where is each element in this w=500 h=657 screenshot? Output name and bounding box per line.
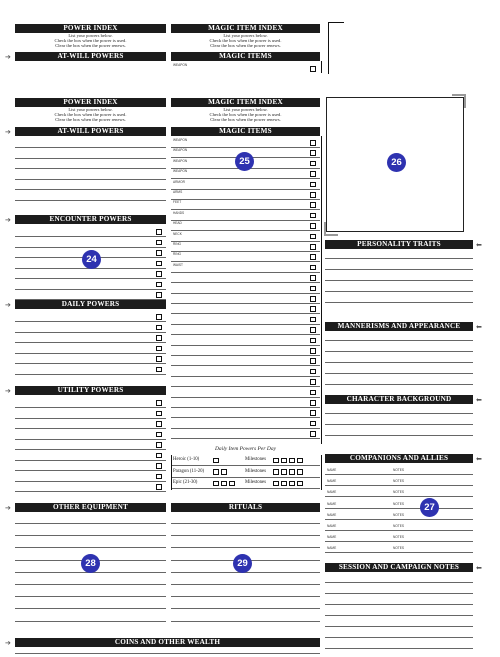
magic-item-line[interactable] bbox=[171, 428, 320, 429]
session-campaign-notes-header: SESSION AND CAMPAIGN NOTES bbox=[325, 563, 473, 572]
session-note-line[interactable] bbox=[325, 593, 473, 594]
companion-notes-label: NOTES bbox=[393, 535, 404, 540]
magic-item-checkbox[interactable] bbox=[310, 171, 316, 177]
power-used-checkbox[interactable] bbox=[156, 484, 162, 490]
top-magic-index-instructions-2: Check the box when the power is used. bbox=[209, 38, 282, 43]
top-power-index-header: POWER INDEX bbox=[15, 24, 166, 33]
companion-name-label: NAME bbox=[327, 524, 337, 528]
power-used-checkbox[interactable] bbox=[156, 453, 162, 459]
tier-use-checkbox[interactable] bbox=[229, 481, 235, 487]
utility-power-line[interactable] bbox=[15, 407, 166, 408]
power-used-checkbox[interactable] bbox=[156, 250, 162, 256]
power-used-checkbox[interactable] bbox=[156, 432, 162, 438]
magic-index-instructions-1: List your powers below. bbox=[223, 107, 268, 112]
magic-item-line[interactable] bbox=[171, 293, 320, 294]
magic-item-slot-label: WEAPON bbox=[173, 158, 188, 163]
companion-name-label: NAME bbox=[327, 490, 337, 495]
magic-item-checkbox[interactable] bbox=[310, 202, 316, 208]
mannerism-line[interactable] bbox=[325, 351, 473, 352]
companion-notes-label: NOTES bbox=[393, 490, 404, 495]
arrow-icon: ➔ bbox=[5, 216, 11, 224]
session-note-line[interactable] bbox=[325, 615, 473, 616]
magic-item-line[interactable] bbox=[171, 334, 320, 335]
tier-use-checkbox[interactable] bbox=[221, 469, 227, 475]
power-used-checkbox[interactable] bbox=[156, 282, 162, 288]
milestone-checkbox[interactable] bbox=[273, 481, 279, 487]
companion-line[interactable] bbox=[325, 508, 473, 509]
milestone-checkbox[interactable] bbox=[289, 458, 295, 464]
equipment-line[interactable] bbox=[15, 584, 166, 585]
power-used-checkbox[interactable] bbox=[156, 356, 162, 362]
ritual-line[interactable] bbox=[171, 535, 320, 536]
arrow-icon: ⬅ bbox=[476, 455, 482, 463]
magic-index-instructions-3: Clear the box when the power renews. bbox=[210, 117, 281, 122]
power-index-instructions-1: List your powers below. bbox=[68, 107, 113, 112]
magic-item-checkbox[interactable] bbox=[310, 265, 316, 271]
daily-item-powers-title: Daily Item Powers Per Day bbox=[214, 446, 277, 452]
background-line[interactable] bbox=[325, 435, 473, 436]
at-will-power-line[interactable] bbox=[15, 147, 166, 148]
session-note-line[interactable] bbox=[325, 582, 473, 583]
daily-power-line[interactable] bbox=[15, 353, 166, 354]
companion-line[interactable] bbox=[325, 485, 473, 486]
magic-item-checkbox[interactable] bbox=[310, 369, 316, 375]
session-note-line[interactable] bbox=[325, 637, 473, 638]
magic-item-slot-label: WEAPON bbox=[173, 169, 188, 174]
tier-box-right-border bbox=[321, 455, 322, 490]
top-item-checkbox[interactable] bbox=[310, 66, 316, 72]
magic-item-line[interactable] bbox=[171, 376, 320, 377]
utility-power-line[interactable] bbox=[15, 428, 166, 429]
ritual-line[interactable] bbox=[171, 596, 320, 597]
magic-item-checkbox[interactable] bbox=[310, 317, 316, 323]
magic-item-slot-label: WAIST bbox=[173, 262, 183, 267]
magic-item-checkbox[interactable] bbox=[310, 431, 316, 437]
magic-item-slot-label: ARMS bbox=[173, 190, 183, 194]
power-used-checkbox[interactable] bbox=[156, 240, 162, 246]
top-portrait-frame-edge bbox=[328, 22, 344, 74]
personality-traits-header: PERSONALITY TRAITS bbox=[325, 240, 473, 249]
equipment-line[interactable] bbox=[15, 547, 166, 548]
arrow-icon: ⬅ bbox=[476, 564, 482, 572]
magic-item-checkbox[interactable] bbox=[310, 140, 316, 146]
companion-name-label: NAME bbox=[327, 546, 337, 551]
magic-item-line[interactable] bbox=[171, 178, 320, 179]
magic-item-line[interactable] bbox=[171, 189, 320, 190]
callout-badge-24: 24 bbox=[82, 250, 101, 269]
arrow-icon: ⬅ bbox=[476, 396, 482, 404]
power-used-checkbox[interactable] bbox=[156, 442, 162, 448]
companion-notes-label: NOTES bbox=[393, 479, 404, 484]
equipment-line[interactable] bbox=[15, 621, 166, 622]
companion-notes-label: NOTES bbox=[393, 524, 404, 528]
utility-power-line[interactable] bbox=[15, 418, 166, 419]
arrow-icon: ➔ bbox=[5, 504, 11, 512]
tier-use-checkbox[interactable] bbox=[213, 481, 219, 487]
ritual-line[interactable] bbox=[171, 608, 320, 609]
callout-badge-27: 27 bbox=[420, 498, 439, 517]
tier-label: Epic (21-30) bbox=[173, 480, 198, 485]
companion-line[interactable] bbox=[325, 474, 473, 475]
milestone-checkbox[interactable] bbox=[281, 481, 287, 487]
companion-name-label: NAME bbox=[327, 501, 337, 506]
callout-badge-25: 25 bbox=[235, 152, 254, 171]
personality-line[interactable] bbox=[325, 302, 473, 303]
magic-item-line[interactable] bbox=[171, 272, 320, 273]
companion-line[interactable] bbox=[325, 496, 473, 497]
arrow-icon: ➔ bbox=[5, 128, 11, 136]
top-magic-index-header: MAGIC ITEM INDEX bbox=[171, 24, 320, 33]
power-used-checkbox[interactable] bbox=[156, 271, 162, 277]
daily-power-line[interactable] bbox=[15, 332, 166, 333]
magic-item-line[interactable] bbox=[171, 345, 320, 346]
power-used-checkbox[interactable] bbox=[156, 229, 162, 235]
session-note-line[interactable] bbox=[325, 604, 473, 605]
magic-item-line[interactable] bbox=[171, 303, 320, 304]
session-note-line[interactable] bbox=[325, 626, 473, 627]
milestone-checkbox[interactable] bbox=[297, 469, 303, 475]
magic-item-checkbox[interactable] bbox=[310, 244, 316, 250]
at-will-power-line[interactable] bbox=[15, 200, 166, 201]
tier-row-line bbox=[171, 477, 320, 478]
encounter-power-line[interactable] bbox=[15, 278, 166, 279]
magic-item-line[interactable] bbox=[171, 230, 320, 231]
magic-index-instructions-2: Check the box when the power is used. bbox=[209, 112, 282, 117]
portrait-corner-bottom-left bbox=[324, 222, 338, 236]
power-used-checkbox[interactable] bbox=[156, 411, 162, 417]
milestone-checkbox[interactable] bbox=[281, 458, 287, 464]
magic-item-line[interactable] bbox=[171, 209, 320, 210]
power-used-checkbox[interactable] bbox=[156, 367, 162, 373]
mannerisms-appearance-header: MANNERISMS AND APPEARANCE bbox=[325, 322, 473, 331]
magic-item-line[interactable] bbox=[171, 313, 320, 314]
milestones-label: Milestones bbox=[245, 468, 267, 474]
power-used-checkbox[interactable] bbox=[156, 400, 162, 406]
power-index-instructions-2: Check the box when the power is used. bbox=[54, 112, 127, 117]
companion-line[interactable] bbox=[325, 552, 473, 553]
magic-items-header: MAGIC ITEMS bbox=[171, 127, 320, 136]
magic-item-checkbox[interactable] bbox=[310, 421, 316, 427]
ritual-line[interactable] bbox=[171, 547, 320, 548]
tier-use-checkbox[interactable] bbox=[221, 481, 227, 487]
equipment-line[interactable] bbox=[15, 608, 166, 609]
encounter-power-line[interactable] bbox=[15, 247, 166, 248]
magic-item-checkbox[interactable] bbox=[310, 348, 316, 354]
equipment-line[interactable] bbox=[15, 535, 166, 536]
encounter-power-line[interactable] bbox=[15, 289, 166, 290]
utility-power-line[interactable] bbox=[15, 481, 166, 482]
at-will-power-line[interactable] bbox=[15, 189, 166, 190]
magic-item-index-header: MAGIC ITEM INDEX bbox=[171, 98, 320, 107]
companion-line[interactable] bbox=[325, 519, 473, 520]
milestone-checkbox[interactable] bbox=[289, 481, 295, 487]
milestone-checkbox[interactable] bbox=[289, 469, 295, 475]
tier-box-left-border bbox=[171, 455, 172, 490]
equipment-line[interactable] bbox=[15, 596, 166, 597]
companion-notes-label: NOTES bbox=[393, 546, 404, 551]
utility-power-line[interactable] bbox=[15, 491, 166, 492]
arrow-icon: ⬅ bbox=[476, 323, 482, 331]
tier-row-line bbox=[171, 488, 320, 489]
at-will-power-line[interactable] bbox=[15, 179, 166, 180]
tier-use-checkbox[interactable] bbox=[213, 469, 219, 475]
magic-item-line[interactable] bbox=[171, 397, 320, 398]
magic-item-checkbox[interactable] bbox=[310, 400, 316, 406]
magic-item-checkbox[interactable] bbox=[310, 275, 316, 281]
tier-label: Paragon (11-20) bbox=[173, 468, 205, 474]
magic-item-line[interactable] bbox=[171, 251, 320, 252]
top-arrow-icon: ➔ bbox=[5, 53, 11, 61]
companion-line[interactable] bbox=[325, 541, 473, 542]
top-power-index-instructions-2: Check the box when the power is used. bbox=[54, 38, 127, 43]
mannerism-line[interactable] bbox=[325, 384, 473, 385]
encounter-power-line[interactable] bbox=[15, 236, 166, 237]
magic-item-checkbox[interactable] bbox=[310, 161, 316, 167]
milestones-label: Milestones bbox=[245, 480, 267, 485]
milestones-label: Milestones bbox=[245, 457, 267, 462]
magic-item-checkbox[interactable] bbox=[310, 213, 316, 219]
at-will-power-line[interactable] bbox=[15, 158, 166, 159]
other-equipment-header: OTHER EQUIPMENT bbox=[15, 503, 166, 512]
magic-item-slot-label: WEAPON bbox=[173, 138, 188, 142]
top-at-will-header: AT-WILL POWERS bbox=[15, 52, 166, 61]
magic-item-checkbox[interactable] bbox=[310, 296, 316, 302]
companion-notes-label: NOTES bbox=[393, 468, 404, 472]
callout-badge-29: 29 bbox=[233, 554, 252, 573]
magic-item-checkbox[interactable] bbox=[310, 379, 316, 385]
companion-notes-label: NOTES bbox=[393, 501, 404, 506]
magic-item-line[interactable] bbox=[171, 282, 320, 283]
magic-item-slot-label: ARMOR bbox=[173, 179, 185, 184]
utility-power-line[interactable] bbox=[15, 439, 166, 440]
milestone-checkbox[interactable] bbox=[297, 481, 303, 487]
tier-use-checkbox[interactable] bbox=[213, 458, 219, 464]
at-will-powers-header: AT-WILL POWERS bbox=[15, 127, 166, 136]
mannerism-line[interactable] bbox=[325, 340, 473, 341]
companion-name-label: NAME bbox=[327, 468, 337, 472]
magic-item-checkbox[interactable] bbox=[310, 254, 316, 260]
daily-powers-header: DAILY POWERS bbox=[15, 300, 166, 309]
magic-item-line[interactable] bbox=[171, 220, 320, 221]
magic-item-line[interactable] bbox=[171, 355, 320, 356]
mannerism-line[interactable] bbox=[325, 362, 473, 363]
top-power-index-instructions-3: Clear the box when the power renews. bbox=[55, 43, 126, 48]
companion-name-label: NAME bbox=[327, 479, 337, 484]
top-magic-items-header: MAGIC ITEMS bbox=[171, 52, 320, 61]
ritual-line[interactable] bbox=[171, 523, 320, 524]
magic-item-slot-label: NECK bbox=[173, 231, 182, 236]
magic-item-line[interactable] bbox=[171, 199, 320, 200]
magic-item-checkbox[interactable] bbox=[310, 338, 316, 344]
magic-item-slot-label: HANDS bbox=[173, 210, 185, 215]
magic-item-checkbox[interactable] bbox=[310, 286, 316, 292]
tier-label: Heroic (1-10) bbox=[173, 457, 200, 462]
magic-item-checkbox[interactable] bbox=[310, 192, 316, 198]
power-used-checkbox[interactable] bbox=[156, 261, 162, 267]
tier-row-line bbox=[171, 465, 320, 466]
magic-item-checkbox[interactable] bbox=[310, 327, 316, 333]
companion-notes-label: NOTES bbox=[393, 512, 404, 517]
magic-item-checkbox[interactable] bbox=[310, 182, 316, 188]
callout-badge-26: 26 bbox=[387, 153, 406, 172]
equipment-line[interactable] bbox=[15, 523, 166, 524]
personality-line[interactable] bbox=[325, 269, 473, 270]
magic-item-slot-label: FEET bbox=[173, 200, 182, 205]
power-index-header: POWER INDEX bbox=[15, 98, 166, 107]
top-item-label: WEAPON bbox=[173, 63, 188, 67]
magic-item-line[interactable] bbox=[171, 241, 320, 242]
power-used-checkbox[interactable] bbox=[156, 335, 162, 341]
daily-power-line[interactable] bbox=[15, 374, 166, 375]
ritual-line[interactable] bbox=[171, 621, 320, 622]
magic-item-line[interactable] bbox=[171, 261, 320, 262]
power-used-checkbox[interactable] bbox=[156, 314, 162, 320]
personality-line[interactable] bbox=[325, 280, 473, 281]
at-will-power-line[interactable] bbox=[15, 168, 166, 169]
magic-item-line[interactable] bbox=[171, 147, 320, 148]
top-magic-index-instructions-3: Clear the box when the power renews. bbox=[210, 43, 281, 48]
magic-item-slot-label: RING bbox=[173, 252, 181, 257]
magic-item-slot-label: HEAD bbox=[173, 221, 182, 226]
top-column-border bbox=[321, 61, 322, 73]
coins-line[interactable] bbox=[15, 653, 320, 654]
magic-items-right-border bbox=[321, 136, 322, 444]
arrow-icon: ⬅ bbox=[476, 241, 482, 249]
utility-power-line[interactable] bbox=[15, 460, 166, 461]
callout-badge-28: 28 bbox=[81, 554, 100, 573]
power-used-checkbox[interactable] bbox=[156, 421, 162, 427]
magic-item-checkbox[interactable] bbox=[310, 223, 316, 229]
milestone-checkbox[interactable] bbox=[281, 469, 287, 475]
companion-name-label: NAME bbox=[327, 535, 337, 540]
daily-power-line[interactable] bbox=[15, 342, 166, 343]
magic-item-line[interactable] bbox=[171, 365, 320, 366]
daily-power-line[interactable] bbox=[15, 363, 166, 364]
milestone-checkbox[interactable] bbox=[273, 469, 279, 475]
power-used-checkbox[interactable] bbox=[156, 346, 162, 352]
magic-item-line[interactable] bbox=[171, 438, 320, 439]
top-power-index-instructions-1: List your powers below. bbox=[68, 33, 113, 38]
power-used-checkbox[interactable] bbox=[156, 325, 162, 331]
power-index-instructions-3: Clear the box when the power renews. bbox=[55, 117, 126, 122]
power-used-checkbox[interactable] bbox=[156, 474, 162, 480]
session-note-line[interactable] bbox=[325, 648, 473, 649]
encounter-powers-header: ENCOUNTER POWERS bbox=[15, 215, 166, 224]
magic-item-checkbox[interactable] bbox=[310, 390, 316, 396]
utility-powers-header: UTILITY POWERS bbox=[15, 386, 166, 395]
arrow-icon: ➔ bbox=[5, 387, 11, 395]
milestone-checkbox[interactable] bbox=[273, 458, 279, 464]
power-used-checkbox[interactable] bbox=[156, 463, 162, 469]
coins-wealth-header: COINS AND OTHER WEALTH bbox=[15, 638, 320, 647]
magic-item-checkbox[interactable] bbox=[310, 234, 316, 240]
milestone-checkbox[interactable] bbox=[297, 458, 303, 464]
ritual-line[interactable] bbox=[171, 584, 320, 585]
magic-item-line[interactable] bbox=[171, 417, 320, 418]
personality-line[interactable] bbox=[325, 258, 473, 259]
companion-name-label: NAME bbox=[327, 512, 337, 517]
character-background-header: CHARACTER BACKGROUND bbox=[325, 395, 473, 404]
portrait-corner-top-right bbox=[452, 94, 466, 108]
magic-item-line[interactable] bbox=[171, 324, 320, 325]
magic-item-checkbox[interactable] bbox=[310, 306, 316, 312]
rituals-header: RITUALS bbox=[171, 503, 320, 512]
utility-power-line[interactable] bbox=[15, 449, 166, 450]
magic-item-line[interactable] bbox=[171, 407, 320, 408]
daily-power-line[interactable] bbox=[15, 321, 166, 322]
personality-line[interactable] bbox=[325, 291, 473, 292]
companions-allies-header: COMPANIONS AND ALLIES bbox=[325, 454, 473, 463]
arrow-icon: ➔ bbox=[5, 301, 11, 309]
companion-line[interactable] bbox=[325, 530, 473, 531]
magic-item-line[interactable] bbox=[171, 386, 320, 387]
arrow-icon: ➔ bbox=[5, 639, 11, 647]
background-line[interactable] bbox=[325, 413, 473, 414]
magic-item-slot-label: WEAPON bbox=[173, 148, 188, 153]
mannerism-line[interactable] bbox=[325, 373, 473, 374]
magic-item-checkbox[interactable] bbox=[310, 410, 316, 416]
magic-item-checkbox[interactable] bbox=[310, 358, 316, 364]
top-magic-index-instructions-1: List your powers below. bbox=[223, 33, 268, 38]
magic-item-checkbox[interactable] bbox=[310, 150, 316, 156]
power-used-checkbox[interactable] bbox=[156, 292, 162, 298]
utility-power-line[interactable] bbox=[15, 470, 166, 471]
background-line[interactable] bbox=[325, 424, 473, 425]
magic-item-slot-label: RING bbox=[173, 242, 181, 246]
